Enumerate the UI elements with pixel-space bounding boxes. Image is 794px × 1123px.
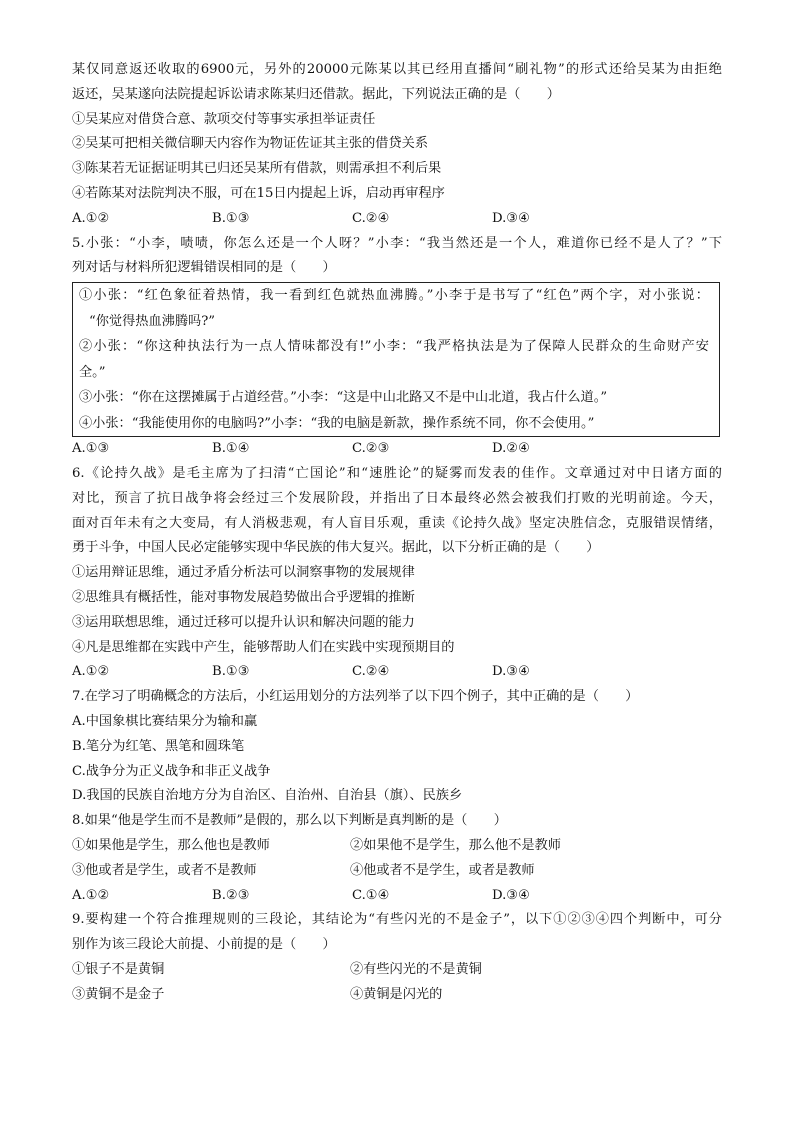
q5-option-b: B.①④	[212, 441, 250, 457]
q8-option-d: D.③④	[492, 887, 530, 903]
q6-item-2: ②思维具有概括性，能对事物发展趋势做出合乎逻辑的推断	[72, 589, 415, 605]
q8-option-c: C.①④	[352, 887, 390, 903]
q5-box-line-1: ①小张：“红色象征着热情，我一看到红色就热血沸腾。”小李于是书写了“红色”两个字，对小张说：	[79, 288, 709, 304]
q8-options	[72, 884, 722, 909]
q8-option-a: A.①②	[72, 887, 110, 903]
q4-item-3: ③陈某若无证据证明其已归还吴某所有借款，则需承担不利后果	[72, 161, 442, 177]
q8-items-row-1	[72, 834, 722, 859]
q6-option-a: A.①②	[72, 664, 110, 680]
q9-stem-line-1: 9.要构建一个符合推理规则的三段论，其结论为“有些闪光的不是金子”，以下①②③④四个判断中，可分	[72, 912, 722, 928]
q5-box-line-6: ④小张：“我能使用你的电脑吗?”小李：“我的电脑是新款，操作系统不同，你不会使用。”	[79, 415, 595, 431]
q8-item-2: ②如果他不是学生，那么他不是教师	[350, 837, 561, 853]
q8-stem: 8.如果“他是学生而不是教师”是假的，那么以下判断是真判断的是（ ）	[72, 813, 507, 829]
q9-item-4: ④黄铜是闪光的	[350, 986, 443, 1002]
q5-option-d: D.②④	[492, 441, 530, 457]
q6-stem-line-4: 勇于斗争，中国人民必定能够实现中华民族的伟大复兴。据此，以下分析正确的是（ ）	[72, 540, 600, 556]
q6-item-3: ③运用联想思维，通过迁移可以提升认识和解决问题的能力	[72, 614, 415, 630]
q8-option-b: B.②③	[212, 887, 250, 903]
q5-box-line-5: ③小张：“你在这摆摊属于占道经营。”小李：“这是中山北路又不是中山北道，我占什么道。”	[79, 390, 608, 406]
q5-stem-line-1: 5.小张：“小李，啧啧，你怎么还是一个人呀？”小李：“我当然还是一个人，难道你已经不是人了？”下	[72, 235, 722, 251]
q4-option-c: C.②④	[352, 210, 390, 226]
q6-stem-line-2: 对比，预言了抗日战争将会经过三个发展阶段，并指出了日本最终必然会被我们打败的光明前途。今天，	[72, 490, 722, 506]
q4-stem-line-1: 某仅同意返还收取的6900元，另外的20000元陈某以其已经用直播间“刷礼物”的形式还给吴某为由拒绝	[72, 62, 722, 77]
q7-stem: 7.在学习了明确概念的方法后，小红运用划分的方法列举了以下四个例子，其中正确的是（ ）	[72, 689, 639, 705]
q9-items-row-2	[72, 983, 722, 1008]
q8-item-4: ④他或者不是学生，或者是教师	[350, 862, 535, 878]
q5-box-line-2: “你觉得热血沸腾吗?”	[89, 313, 216, 329]
q8-items-row-2	[72, 859, 722, 884]
q4-item-2: ②吴某可把相关微信聊天内容作为物证佐证其主张的借贷关系	[72, 136, 429, 152]
q9-stem-line-2: 别作为该三段论大前提、小前提的是（ ）	[72, 937, 336, 953]
q4-option-b: B.①③	[212, 210, 250, 226]
q6-option-c: C.②④	[352, 664, 390, 680]
q7-option-c: C.战争分为正义战争和非正义战争	[72, 763, 271, 779]
q4-options	[72, 207, 722, 232]
q4-option-d: D.③④	[492, 210, 530, 226]
q5-option-a: A.①③	[72, 441, 110, 457]
q4-item-4: ④若陈某对法院判决不服，可在15日内提起上诉，启动再审程序	[72, 185, 445, 201]
q6-stem-line-3: 面对百年未有之大变局，有人消极悲观，有人盲目乐观，重读《论持久战》坚定决胜信念，克服错误情绪，	[72, 515, 722, 531]
q9-item-2: ②有些闪光的不是黄铜	[350, 961, 482, 977]
q5-option-c: C.②③	[352, 441, 390, 457]
q9-item-1: ①银子不是黄铜	[72, 961, 165, 977]
q6-stem-line-1: 6.《论持久战》是毛主席为了扫清“亡国论”和“速胜论”的疑雾而发表的佳作。文章通过对中日诸方面的	[72, 465, 722, 481]
q8-item-3: ③他或者是学生，或者不是教师	[72, 862, 257, 878]
q9-item-3: ③黄铜不是金子	[72, 986, 165, 1002]
q7-option-b: B.笔分为红笔、黑笔和圆珠笔	[72, 738, 245, 754]
q4-option-a: A.①②	[72, 210, 110, 226]
q6-item-1: ①运用辩证思维，通过矛盾分析法可以洞察事物的发展规律	[72, 565, 415, 581]
q5-stem-line-2: 列对话与材料所犯逻辑错误相同的是（ ）	[72, 260, 336, 276]
q9-items-row-1	[72, 958, 722, 983]
q5-box-line-3: ②小张：“你这种执法行为一点人情味都没有!”小李：“我严格执法是为了保障人民群众的生命财产安	[79, 339, 709, 355]
q5-box-line-4: 全。”	[79, 364, 106, 380]
q7-option-d: D.我国的民族自治地方分为自治区、自治州、自治县（旗）、民族乡	[72, 788, 463, 804]
q7-option-a: A.中国象棋比赛结果分为输和赢	[72, 713, 258, 729]
q6-option-d: D.③④	[492, 664, 530, 680]
q6-item-4: ④凡是思维都在实践中产生，能够帮助人们在实践中实现预期目的	[72, 639, 455, 655]
exam-page	[72, 58, 722, 1008]
q4-item-1: ①吴某应对借贷合意、款项交付等事实承担举证责任	[72, 111, 376, 127]
q5-options	[72, 437, 722, 462]
q6-options	[72, 660, 722, 685]
q6-option-b: B.①③	[212, 664, 250, 680]
q4-stem-line-2: 返还，吴某遂向法院提起诉讼请求陈某归还借款。据此，下列说法正确的是（ ）	[72, 86, 560, 102]
q5-dialogue-box	[72, 282, 720, 437]
q8-item-1: ①如果他是学生，那么他也是教师	[72, 837, 270, 853]
